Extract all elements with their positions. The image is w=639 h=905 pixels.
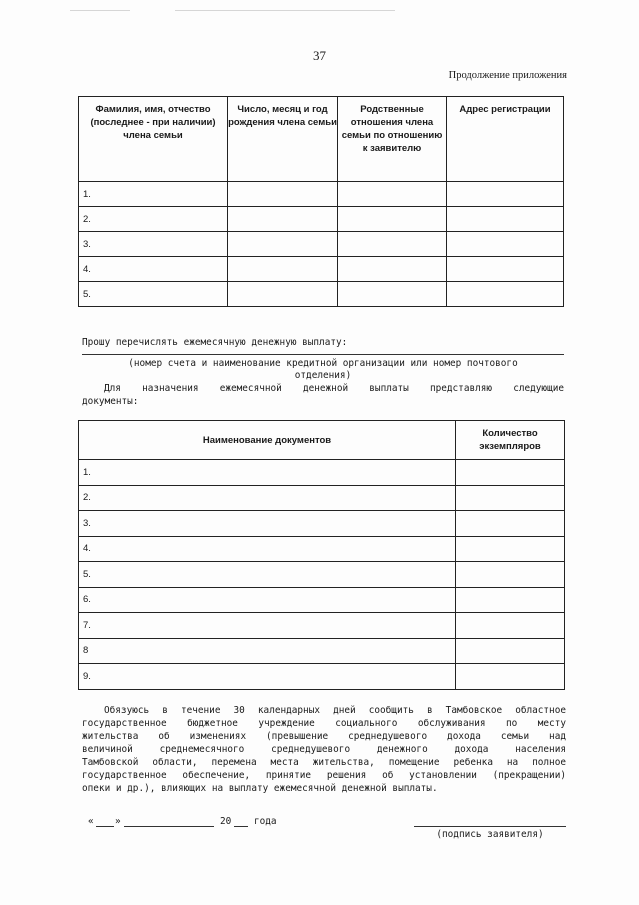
table-row (79, 664, 565, 690)
obligation-line: Тамбовской области, перемена места жительства, помещение ребенка на полное (82, 757, 566, 768)
table-cell[interactable] (456, 664, 565, 690)
column-header-document-name: Наименование документов (79, 421, 456, 460)
day-input-line[interactable] (96, 826, 114, 827)
table-cell[interactable] (456, 460, 565, 486)
table-cell[interactable] (228, 207, 338, 232)
date-open-quote: « (88, 816, 94, 827)
account-hint-line2: отделения) (294, 370, 352, 381)
table-cell[interactable] (228, 232, 338, 257)
table-row (79, 207, 564, 232)
documents-table (78, 420, 565, 690)
year-suffix: года (254, 816, 277, 827)
column-header-copies: Количество экземпляров (456, 421, 565, 460)
row-number: 8 (79, 638, 456, 664)
month-input-line[interactable] (124, 826, 214, 827)
column-header-birthdate: Число, месяц и год рождения члена семьи (228, 97, 338, 182)
scan-artifact (70, 10, 130, 11)
table-cell[interactable] (228, 182, 338, 207)
table-cell[interactable] (456, 562, 565, 588)
column-header-relation: Родственные отношения члена семьи по отношению к заявителю (338, 97, 447, 182)
column-header-address: Адрес регистрации (447, 97, 564, 182)
table-cell[interactable] (447, 207, 564, 232)
scan-artifact (175, 10, 395, 11)
table-row (79, 232, 564, 257)
table-cell[interactable] (447, 282, 564, 307)
payment-request-text: Прошу перечислять ежемесячную денежную выплату: (82, 337, 348, 348)
table-cell[interactable] (456, 485, 565, 511)
table-cell[interactable] (456, 536, 565, 562)
obligation-line: Обязуюсь в течение 30 календарных дней сообщить в Тамбовское областное (104, 705, 566, 716)
obligation-line: жительства об изменениях (превышение среднедушевого дохода семьи над (82, 731, 566, 742)
year-input-line[interactable] (234, 826, 248, 827)
row-number: 9. (79, 664, 456, 690)
row-number: 4. (79, 536, 456, 562)
signature-input-line[interactable] (414, 826, 566, 827)
account-hint-line1: (номер счета и наименование кредитной организации или номер почтового (128, 358, 518, 369)
year-prefix: 20 (220, 816, 232, 827)
row-number: 5. (79, 562, 456, 588)
table-cell[interactable] (338, 182, 447, 207)
column-header-name: Фамилия, имя, отчество (последнее - при наличии) члена семьи (79, 97, 228, 182)
table-row (79, 257, 564, 282)
obligation-line: государственное обеспечение, принятие решения об установлении (прекращении) (82, 770, 566, 781)
table-row (79, 511, 565, 537)
row-number: 3. (79, 511, 456, 537)
documents-intro-line2: документы: (82, 396, 139, 407)
table-cell[interactable] (338, 282, 447, 307)
table-row (79, 536, 565, 562)
row-number: 1. (79, 182, 228, 207)
table-cell[interactable] (447, 257, 564, 282)
table-cell[interactable] (447, 182, 564, 207)
obligation-line: государственное бюджетное учреждение социального обслуживания по месту (82, 718, 566, 729)
table-cell[interactable] (228, 282, 338, 307)
row-number: 7. (79, 613, 456, 639)
documents-intro-line1: Для назначения ежемесячной денежной выплаты представляю следующие (104, 383, 564, 394)
table-row (79, 613, 565, 639)
table-row (79, 638, 565, 664)
table-cell[interactable] (456, 587, 565, 613)
row-number: 3. (79, 232, 228, 257)
table-row (79, 562, 565, 588)
table-header-row (79, 421, 565, 460)
row-number: 2. (79, 207, 228, 232)
table-header-row (79, 97, 564, 182)
table-cell[interactable] (456, 613, 565, 639)
signature-caption: (подпись заявителя) (436, 829, 544, 840)
row-number: 6. (79, 587, 456, 613)
page-number: 37 (313, 48, 326, 63)
table-cell[interactable] (456, 511, 565, 537)
row-number: 4. (79, 257, 228, 282)
table-cell[interactable] (338, 232, 447, 257)
row-number: 5. (79, 282, 228, 307)
account-input-line[interactable] (82, 354, 564, 355)
table-row (79, 485, 565, 511)
row-number: 2. (79, 485, 456, 511)
table-cell[interactable] (338, 207, 447, 232)
obligation-last-line: опеки и др.), влияющих на выплату ежемесячной денежной выплаты. (82, 783, 438, 794)
table-row (79, 182, 564, 207)
table-row (79, 587, 565, 613)
table-row (79, 282, 564, 307)
table-cell[interactable] (338, 257, 447, 282)
row-number: 1. (79, 460, 456, 486)
table-cell[interactable] (228, 257, 338, 282)
table-row (79, 460, 565, 486)
date-close-quote: » (115, 816, 121, 827)
table-cell[interactable] (447, 232, 564, 257)
obligation-line: величиной среднемесячного среднедушевого денежного дохода населения (82, 744, 566, 755)
family-members-table (78, 96, 564, 307)
subtitle: Продолжение приложения (448, 70, 567, 81)
table-cell[interactable] (456, 638, 565, 664)
